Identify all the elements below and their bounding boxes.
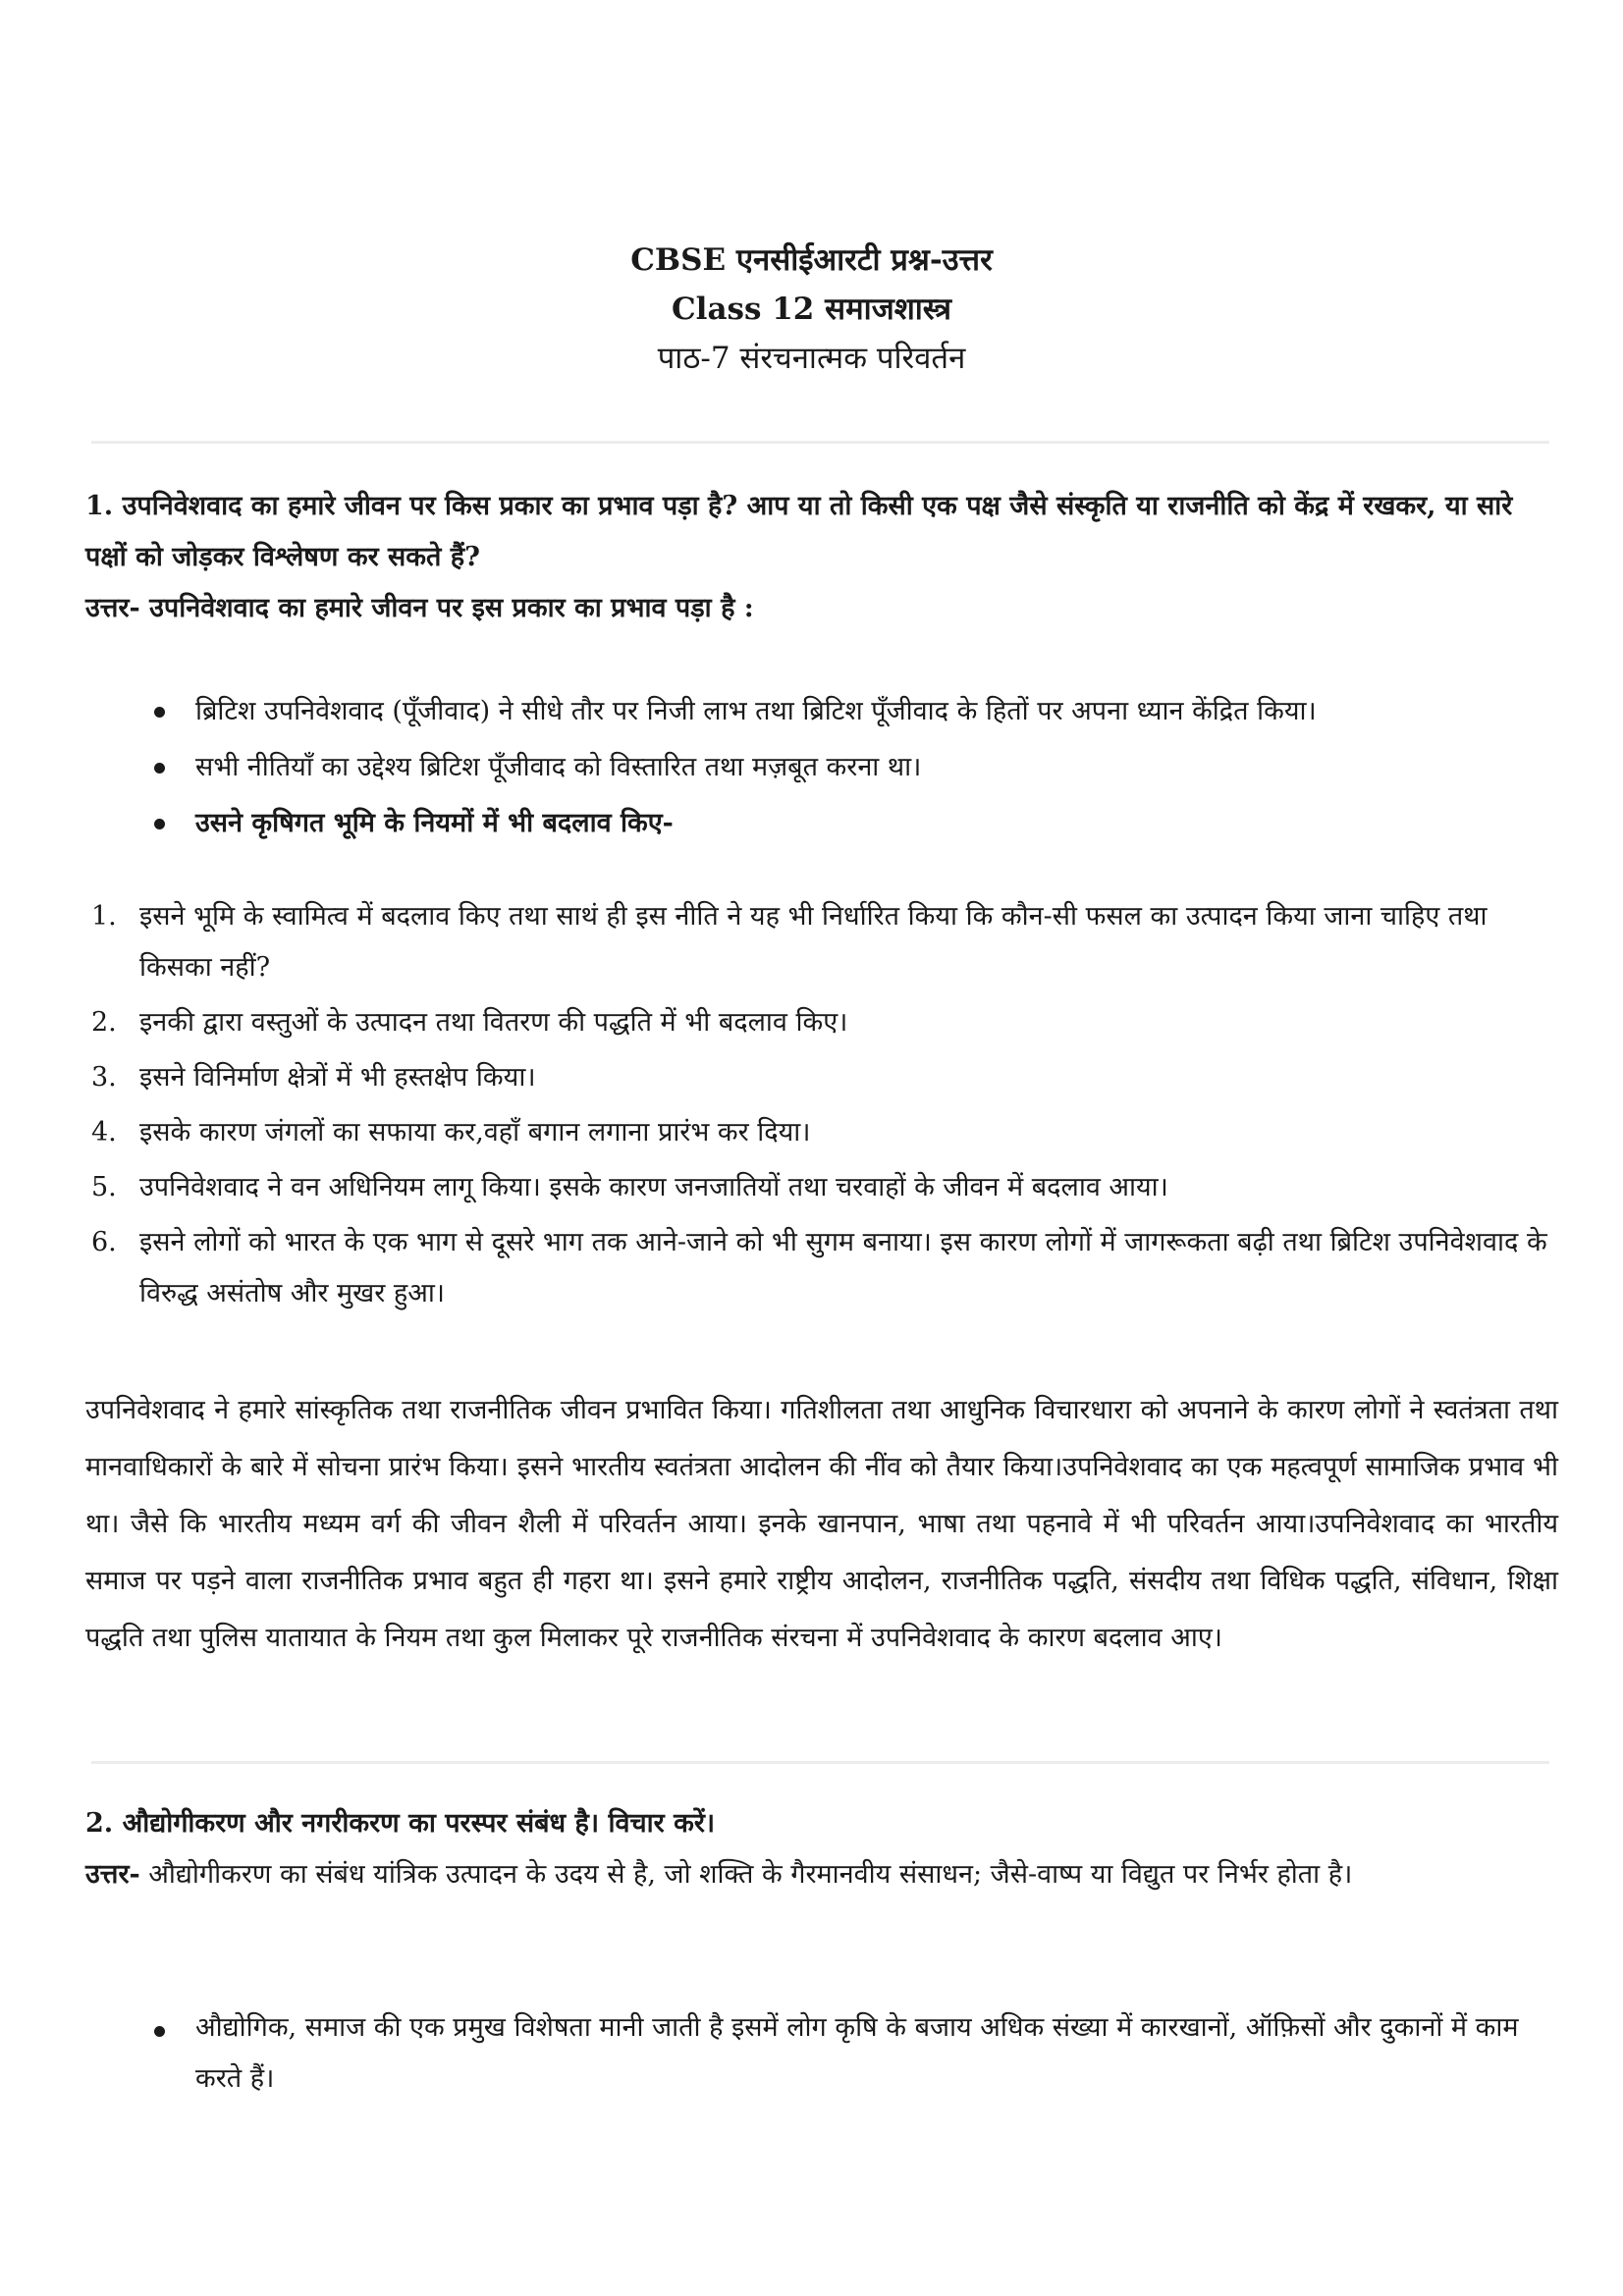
- question-2-bullet-list: [85, 2002, 1558, 2105]
- question-1-paragraph: उपनिवेशवाद ने हमारे सांस्कृतिक तथा राजनीतिक जीवन प्रभावित किया। गतिशीलता तथा आधुनिक विचारधारा को अपनाने के कारण लोगों ने स्वतंत्रता तथा मानवाधिकारों के बारे में सोचना प्रारंभ किया। इसने भारतीय स्वतंत्रता आदोलन की नींव को तैयार किया।उपनिवेशवाद का एक महत्वपूर्ण सामाजिक प्रभाव भी था। जैसे कि भारतीय मध्यम वर्ग की जीवन शैली में परिवर्तन आया। इनके खानपान, भाषा तथा पहनावे में भी परिवर्तन आया।उपनिवेशवाद का भारतीय समाज पर पड़ने वाला राजनीतिक प्रभाव बहुत ही गहरा था। इसने हमारे राष्ट्रीय आदोलन, राजनीतिक पद्धति, संसदीय तथा विधिक पद्धति, संविधान, शिक्षा पद्धति तथा पुलिस यातायात के नियम तथा कुल मिलाकर पूरे राजनीतिक संरचना में उपनिवेशवाद के कारण बदलाव आए।: [85, 1395, 1558, 1653]
- list-item: ब्रिटिश उपनिवेशवाद (पूँजीवाद) ने सीधे तौर पर निजी लाभ तथा ब्रिटिश पूँजीवाद के हितों पर अपना ध्यान केंद्रित किया।: [85, 683, 1558, 739]
- header-board-title: CBSE एनसीईआरटी प्रश्न-उत्तर: [630, 242, 993, 278]
- list-number: 6.: [91, 1227, 117, 1257]
- list-text: इसके कारण जंगलों का सफाया कर,वहाँ बगान लगाना प्रारंभ कर दिया।: [139, 1117, 811, 1148]
- list-item: [85, 1162, 1558, 1213]
- list-number: 5.: [91, 1172, 117, 1202]
- list-number: 4.: [91, 1117, 117, 1148]
- answer-text: औद्योगीकरण का संबंध यांत्रिक उत्पादन के उदय से है, जो शक्ति के गैरमानवीय संसाधन; जैसे-वाष्प या विद्युत पर निर्भर होता है।: [139, 1859, 1353, 1890]
- list-item: [85, 891, 1558, 993]
- list-item: [85, 1217, 1558, 1319]
- question-1-title: 1. उपनिवेशवाद का हमारे जीवन पर किस प्रकार का प्रभाव पड़ा है? आप या तो किसी एक पक्ष जैसे संस्कृति या राजनीति को केंद्र में रखकर, या सारे पक्षों को जोड़कर विश्लेषण कर सकते हैं?: [85, 491, 1513, 572]
- list-number: 3.: [91, 1062, 117, 1093]
- question-2-block: [85, 1798, 1558, 1900]
- question-2-title: 2. औद्योगीकरण और नगरीकरण का परस्पर संबंध है। विचार करें।: [85, 1808, 716, 1839]
- divider-middle: [91, 1761, 1549, 1764]
- question-1-answer-intro: उत्तर- उपनिवेशवाद का हमारे जीवन पर इस प्रकार का प्रभाव पड़ा है :: [85, 593, 754, 623]
- question-2-answer: [85, 1849, 1558, 1900]
- list-item: उसने कृषिगत भूमि के नियमों में भी बदलाव किए-: [85, 795, 1558, 851]
- answer-label: उत्तर-: [85, 1859, 140, 1890]
- question-1-numbered-list: [85, 891, 1558, 1323]
- list-text: इसने भूमि के स्वामित्व में बदलाव किए तथा साथं ही इस नीति ने यह भी निर्धारित किया कि कौन-सी फसल का उत्पादन किया जाना चाहिए तथा किसका नहीं?: [139, 901, 1488, 983]
- header-class-subject: Class 12 समाजशास्त्र: [672, 292, 951, 327]
- list-item: [85, 1052, 1558, 1103]
- list-item: औद्योगिक, समाज की एक प्रमुख विशेषता मानी जाती है इसमें लोग कृषि के बजाय अधिक संख्या में कारखानों, ऑफ़िसों और दुकानों में काम करते हैं।: [85, 2002, 1558, 2105]
- list-item: [85, 997, 1558, 1048]
- divider-top: [91, 441, 1549, 444]
- list-text: इनकी द्वारा वस्तुओं के उत्पादन तथा वितरण की पद्धति में भी बदलाव किए।: [139, 1007, 848, 1038]
- list-item: [85, 1107, 1558, 1158]
- list-number: 1.: [91, 901, 117, 932]
- list-item: सभी नीतियाँ का उद्देश्य ब्रिटिश पूँजीवाद को विस्तारित तथा मज़बूत करना था।: [85, 739, 1558, 795]
- header-chapter-title: पाठ-7 संरचनात्मक परिवर्तन: [657, 341, 966, 376]
- list-text: इसने लोगों को भारत के एक भाग से दूसरे भाग तक आने-जाने को भी सुगम बनाया। इस कारण लोगों में जागरूकता बढ़ी तथा ब्रिटिश उपनिवेशवाद के विरुद्ध असंतोष और मुखर हुआ।: [139, 1227, 1547, 1308]
- question-1-block: [85, 481, 1558, 634]
- list-text: इसने विनिर्माण क्षेत्रों में भी हस्तक्षेप किया।: [139, 1062, 536, 1093]
- list-text: उपनिवेशवाद ने वन अधिनियम लागू किया। इसके कारण जनजातियों तथा चरवाहों के जीवन में बदलाव आया।: [139, 1172, 1168, 1202]
- list-number: 2.: [91, 1007, 117, 1038]
- document-header: [0, 236, 1623, 383]
- question-1-bullet-list: [85, 683, 1558, 851]
